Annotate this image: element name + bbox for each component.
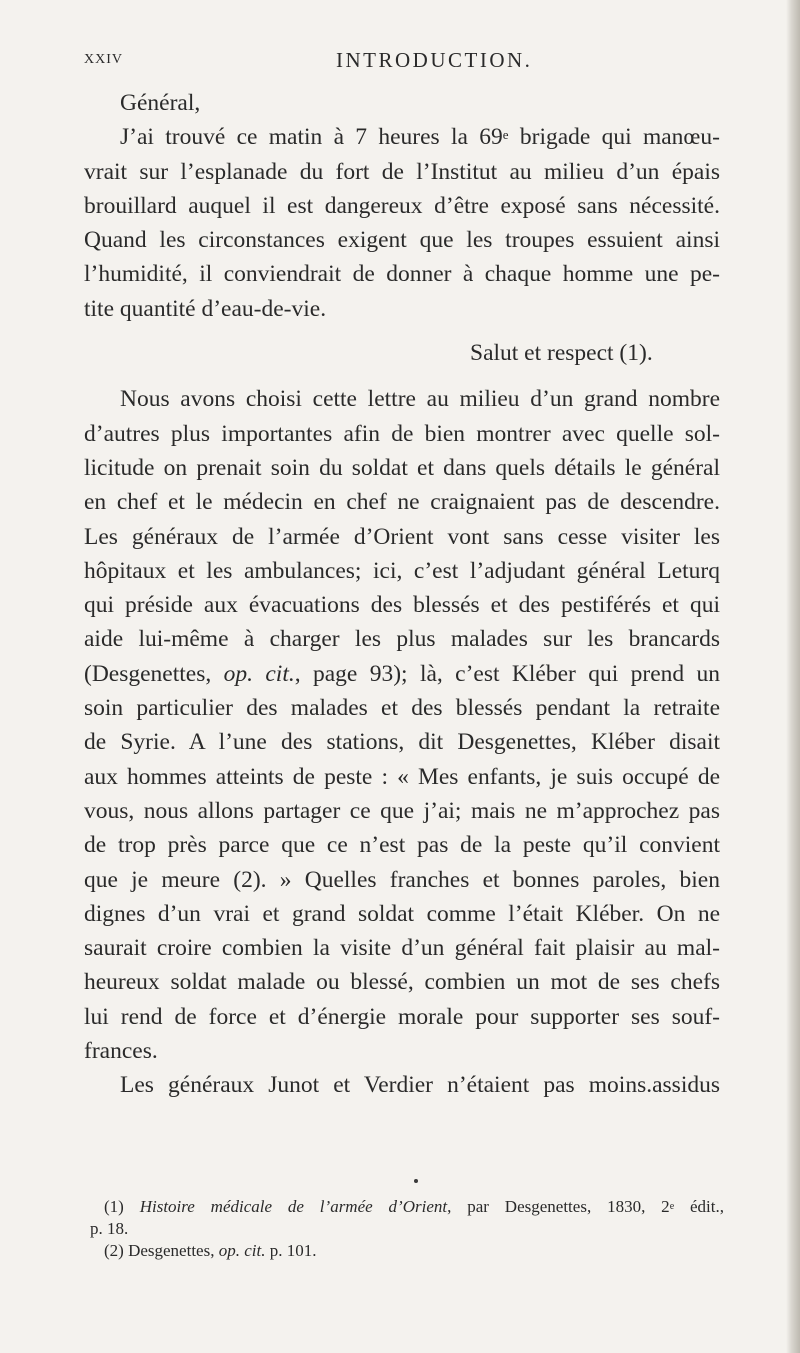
page-number: XXIV	[84, 52, 123, 67]
page-edge	[786, 0, 800, 1353]
letter-line: J’ai trouvé ce matin à 7 heures la 69e brigade qui manœu-	[120, 124, 720, 151]
body-line: hôpitaux et les ambulances; ici, c’est l’adjudant général Leturq	[84, 557, 720, 584]
main-text	[84, 86, 720, 1103]
body-line: aux hommes atteints de peste : « Mes enfants, je suis occupé de	[84, 763, 720, 790]
letter-line: Quand les circonstances exigent que les troupes essuient ainsi	[84, 227, 720, 254]
letter-salutation: Général,	[120, 90, 201, 116]
ink-dot	[414, 1179, 418, 1183]
body-line: aide lui-même à charger les plus malades sur les brancards	[84, 626, 720, 653]
letter-line: tite quantité d’eau-de-vie.	[84, 295, 327, 322]
body-line: soin particulier des malades et des blessés pendant la retraite	[84, 695, 720, 722]
body-line: heureux soldat malade ou blessé, combien un mot de ses chefs	[84, 969, 720, 996]
body-line: en chef et le médecin en chef ne craignaient pas de descendre.	[84, 489, 720, 516]
body-line: dignes d’un vrai et grand soldat comme l’était Kléber. On ne	[84, 900, 720, 927]
body-line: qui préside aux évacuations des blessés et des pestiférés et qui	[84, 592, 720, 619]
footnote-1-continuation: p. 18.	[90, 1219, 129, 1238]
page-header	[84, 48, 724, 82]
body-line: de trop près parce que ce n’est pas de la peste qu’il convient	[84, 832, 720, 859]
body-line: frances.	[84, 1038, 158, 1065]
running-head: INTRODUCTION.	[336, 48, 533, 72]
body-line: vous, nous allons partager ce que j’ai; mais ne m’approchez pas	[84, 797, 720, 824]
letter-line: brouillard auquel il est dangereux d’être exposé sans nécessité.	[84, 192, 720, 219]
footnote-2: (2) Desgenettes, op. cit. p. 101.	[104, 1241, 317, 1260]
body-line: saurait croire combien la visite d’un général fait plaisir au mal-	[84, 935, 720, 962]
letter-line: vrait sur l’esplanade du fort de l’Institut au milieu d’un épais	[84, 158, 720, 185]
letter-closing: Salut et respect (1).	[470, 340, 653, 367]
body-line: Les généraux de l’armée d’Orient vont sans cesse visiter les	[84, 523, 720, 550]
body-line: d’autres plus importantes afin de bien montrer avec quelle sol-	[84, 420, 720, 447]
body-line: que je meure (2). » Quelles franches et bonnes paroles, bien	[84, 866, 720, 893]
body-line: Nous avons choisi cette lettre au milieu d’un grand nombre	[120, 386, 720, 413]
footnote-1: (1) Histoire médicale de l’armée d’Orient, par Desgenettes, 1830, 2e édit.,	[104, 1197, 725, 1216]
body-line: licitude on prenait soin du soldat et dans quels détails le général	[84, 454, 720, 481]
body-line: (Desgenettes, op. cit., page 93); là, c’est Kléber qui prend un	[84, 660, 720, 687]
footnotes	[90, 1196, 725, 1262]
letter-line: l’humidité, il conviendrait de donner à chaque homme une pe-	[84, 261, 720, 288]
body-line: lui rend de force et d’énergie morale pour supporter ses souf-	[84, 1003, 720, 1030]
body-line: de Syrie. A l’une des stations, dit Desgenettes, Kléber disait	[84, 729, 720, 756]
body-line: Les généraux Junot et Verdier n’étaient pas moins.assidus	[120, 1072, 720, 1099]
